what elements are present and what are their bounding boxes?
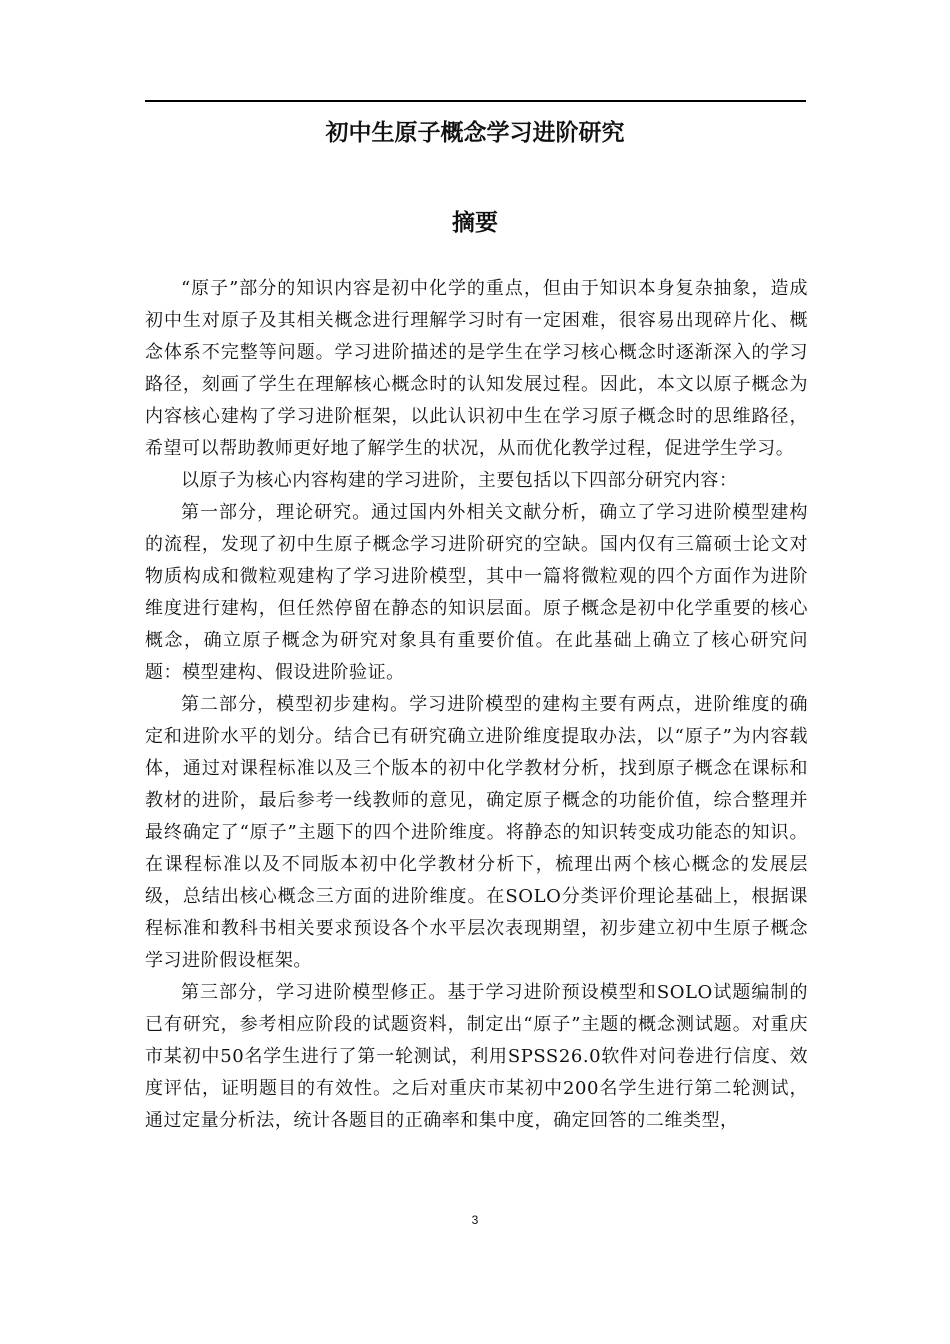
paper-title: 初中生原子概念学习进阶研究 [325, 119, 625, 146]
abstract-heading: 摘要 [452, 209, 498, 236]
abstract-paragraph-2: 以原子为核心内容构建的学习进阶，主要包括以下四部分研究内容： [181, 470, 738, 491]
header-rule [145, 100, 806, 102]
page-number: 3 [471, 1213, 479, 1227]
abstract-body [145, 273, 808, 1137]
abstract-paragraph-4: 第二部分，模型初步建构。学习进阶模型的建构主要有两点，进阶维度的确定和进阶水平的划分。结合已有研究确立进阶维度提取办法，以“原子”为内容载体，通过对课程标准以及三个版本的初中化学教材分析，找到原子概念在课标和教材的进阶，最后参考一线教师的意见，确定原子概念的功能价值，综合整理并最终确定了“原子”主题下的四个进阶维度。将静态的知识转变成功能态的知识。在课程标准以及不同版本初中化学教材分析下，梳理出两个核心概念的发展层级，总结出核心概念三方面的进阶维度。在SOLO分类评价理论基础上，根据课程标准和教科书相关要求预设各个水平层次表现期望，初步建立初中生原子概念学习进阶假设框架。 [145, 694, 808, 971]
abstract-paragraph-1: “原子”部分的知识内容是初中化学的重点，但由于知识本身复杂抽象，造成初中生对原子及其相关概念进行理解学习时有一定困难，很容易出现碎片化、概念体系不完整等问题。学习进阶描述的是学生在学习核心概念时逐渐深入的学习路径，刻画了学生在理解核心概念时的认知发展过程。因此，本文以原子概念为内容核心建构了学习进阶框架，以此认识初中生在学习原子概念时的思维路径，希望可以帮助教师更好地了解学生的状况，从而优化教学过程，促进学生学习。 [145, 278, 808, 459]
abstract-paragraph-3: 第一部分，理论研究。通过国内外相关文献分析，确立了学习进阶模型建构的流程，发现了初中生原子概念学习进阶研究的空缺。国内仅有三篇硕士论文对物质构成和微粒观建构了学习进阶模型，其中一篇将微粒观的四个方面作为进阶维度进行建构，但任然停留在静态的知识层面。原子概念是初中化学重要的核心概念，确立原子概念为研究对象具有重要价值。在此基础上确立了核心研究问题：模型建构、假设进阶验证。 [145, 502, 808, 683]
abstract-paragraph-5: 第三部分，学习进阶模型修正。基于学习进阶预设模型和SOLO试题编制的已有研究，参考相应阶段的试题资料，制定出“原子”主题的概念测试题。对重庆市某初中50名学生进行了第一轮测试，利用SPSS26.0软件对问卷进行信度、效度评估，证明题目的有效性。之后对重庆市某初中200名学生进行第二轮测试，通过定量分析法，统计各题目的正确率和集中度，确定回答的二维类型， [145, 982, 808, 1131]
